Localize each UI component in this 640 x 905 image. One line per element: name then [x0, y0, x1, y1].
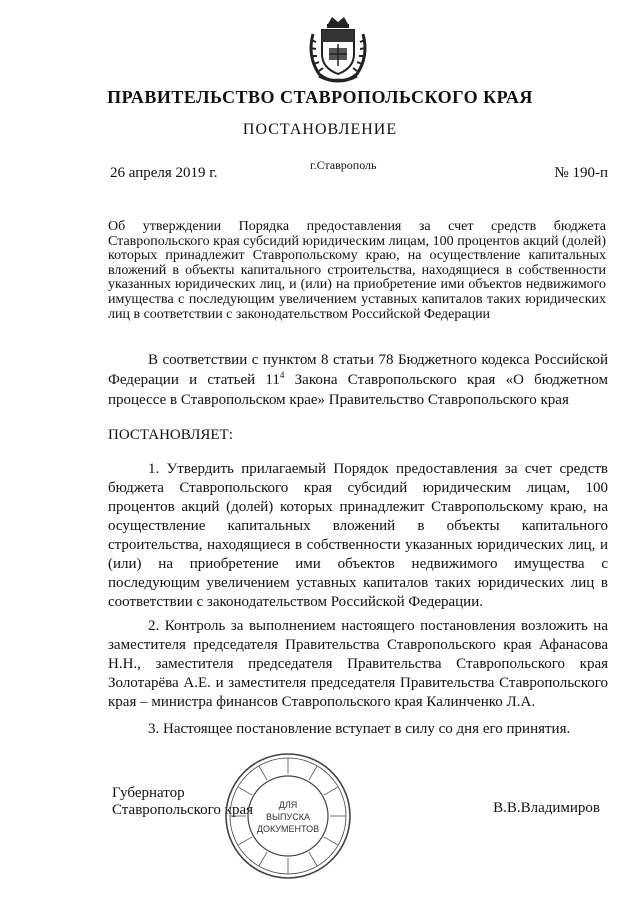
document-type: ПОСТАНОВЛЕНИЕ	[242, 121, 398, 138]
signer-position-line2: Ставропольского края	[112, 802, 253, 818]
document-date: 26 апреля 2019 г.	[110, 165, 218, 181]
signer-name: В.В.Владимиров	[493, 800, 600, 816]
signer-position-line1: Губернатор	[112, 785, 185, 801]
coat-of-arms-icon	[305, 14, 371, 86]
resolves-heading: ПОСТАНОВЛЯЕТ:	[108, 427, 233, 443]
preamble-text-part2: Закона Ставропольского края «О бюджетном процессе в Ставропольском крае» Правительство Ставропольского края	[108, 372, 608, 408]
stamp-line1: ДЛЯ	[278, 800, 298, 810]
preamble-paragraph	[108, 350, 608, 410]
clause-2: 2. Контроль за выполнением настоящего постановления возложить на заместителя председателя Правительства Ставропольского края Афанасова Н.Н., заместителя председателя Правительства Ставропольского края Золотарёва А.Е. и заместителя председателя Правительства Ставропольского края – министра финансов Ставропольского края Калинченко Л.А.	[108, 618, 608, 710]
organization-title: ПРАВИТЕЛЬСТВО СТАВРОПОЛЬСКОГО КРАЯ	[107, 87, 533, 107]
clause-3: 3. Настоящее постановление вступает в силу со дня его принятия.	[148, 721, 571, 737]
document-subject: Об утверждении Порядка предоставления за счет средств бюджета Ставропольского края субсидий юридическим лицам, 100 процентов акций (долей) которых принадлежит Ставропольскому краю, на осуществление капитальных вложений в объекты капитального строительства, находящиеся в собственности указанных юридических лиц, и (или) на приобретение ими объектов недвижимого имущества с последующим увеличением уставных капиталов таких юридических лиц в соответствии с законодательством Российской Федерации	[108, 219, 606, 322]
stamp-line2: ВЫПУСКА	[266, 812, 310, 822]
stamp-line3: ДОКУМЕНТОВ	[256, 824, 320, 834]
document-number: № 190-п	[554, 165, 608, 181]
clause-1: 1. Утвердить прилагаемый Порядок предоставления за счет средств бюджета Ставропольского края субсидий юридическим лицам, 100 процентов акций (долей) которых принадлежит Ставропольскому краю, на осуществление капитальных вложений в объекты капитального строительства, находящиеся в собственности указанных юридических лиц, и (или) на приобретение ими объектов недвижимого имущества с последующим увеличением уставных капиталов таких юридических лиц в соответствии с законодательством Российской Федерации.	[108, 461, 608, 610]
preamble-superscript: 4	[279, 370, 285, 380]
document-city: г.Ставрополь	[310, 158, 377, 172]
official-stamp	[222, 750, 354, 882]
preamble-text-part1: В соответствии с пунктом 8 статьи 78 Бюджетного кодекса Российской Федерации и статьей 11	[108, 352, 608, 388]
